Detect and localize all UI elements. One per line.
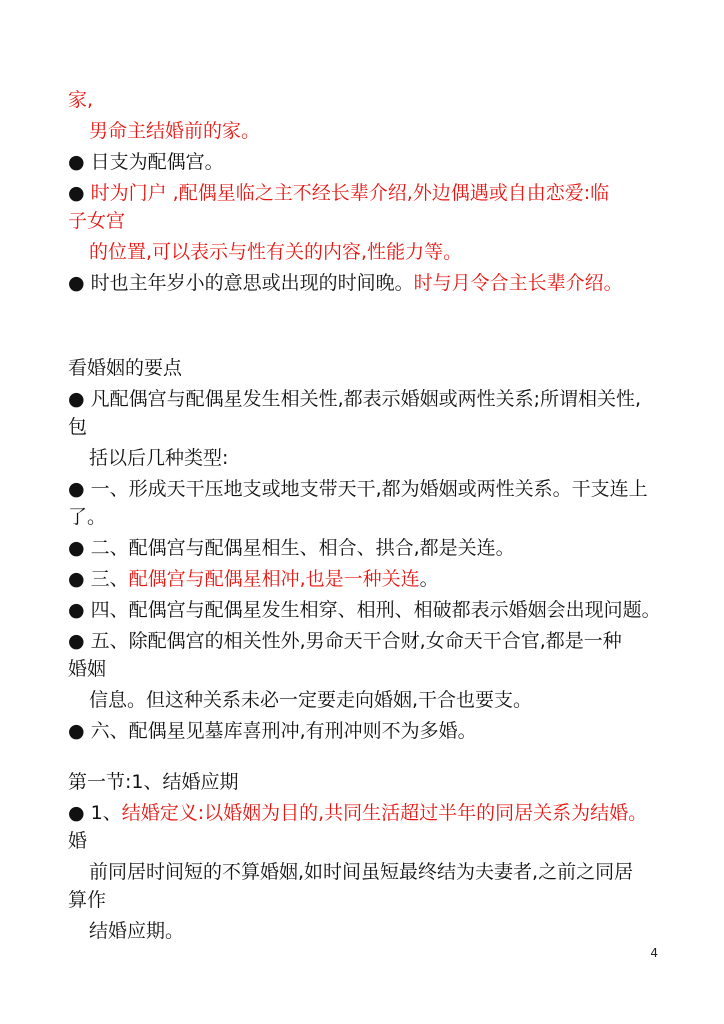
text-line: [68, 827, 684, 855]
highlighted-text: 时与月令合主长辈介绍。: [413, 272, 623, 294]
text-line: [68, 768, 684, 796]
text-line: [68, 503, 684, 531]
text-line: [68, 269, 684, 297]
highlighted-text: 子女宫: [68, 210, 126, 232]
text-line: [68, 627, 684, 655]
highlighted-text: 男命主结婚前的家。: [89, 120, 261, 142]
highlighted-text: 家,: [68, 89, 94, 111]
text-segment: 信息。但这种关系未必一定要走向婚姻,干合也要支。: [89, 689, 533, 711]
text-line: [89, 858, 684, 886]
text-line: [68, 148, 684, 176]
text-line: [68, 655, 684, 683]
text-segment: 婚姻: [68, 658, 107, 680]
text-segment: 。: [419, 568, 439, 590]
highlighted-text: 时为门户 ,配偶星临之主不经长辈介绍,外边偶遇或自由恋爱:临: [90, 182, 610, 204]
highlighted-text: 配偶宫与配偶星相冲,也是一种关连: [128, 568, 420, 590]
text-segment: 了。: [68, 506, 107, 528]
text-line: [68, 179, 684, 207]
text-segment: ● 六、配偶星见墓库喜刑冲,有刑冲则不为多婚。: [68, 720, 477, 742]
text-line: [89, 444, 684, 472]
text-line: [68, 354, 684, 382]
text-segment: ● 二、配偶宫与配偶星相生、相合、拱合,都是关连。: [68, 537, 515, 559]
text-segment: 括以后几种类型:: [89, 447, 229, 469]
text-line: [68, 886, 684, 914]
text-line: [89, 117, 684, 145]
text-segment: ● 三、: [68, 568, 129, 590]
text-segment: 结婚应期。: [89, 920, 185, 942]
text-line: [89, 917, 684, 945]
text-line: [68, 413, 684, 441]
text-segment: ● 五、除配偶宫的相关性外,男命天干合财,女命天干合官,都是一种: [68, 630, 622, 652]
text-segment: 看婚姻的要点: [68, 357, 183, 379]
text-segment: ● 一、形成天干压地支或地支带天干,都为婚姻或两性关系。干支连上: [68, 478, 648, 500]
text-line: [68, 799, 684, 827]
text-segment: 前同居时间短的不算婚姻,如时间虽短最终结为夫妻者,之前之同居: [89, 861, 634, 883]
text-segment: 婚: [68, 830, 88, 852]
text-line: [68, 534, 684, 562]
text-segment: ●: [68, 182, 91, 204]
text-line: [68, 596, 684, 624]
text-segment: ● 1、: [68, 802, 122, 824]
text-line: [89, 238, 684, 266]
text-line: [68, 86, 684, 114]
text-segment: ● 日支为配偶宫。: [68, 151, 224, 173]
text-segment: 包: [68, 416, 88, 438]
highlighted-text: 结婚定义:以婚姻为目的,共同生活超过半年的同居关系为结婚。: [121, 802, 648, 824]
text-segment: 第一节:1、结婚应期: [68, 771, 239, 793]
text-line: [68, 207, 684, 235]
text-line: [68, 385, 684, 413]
page-number: 4: [650, 946, 658, 960]
text-segment: ● 凡配偶宫与配偶星发生相关性,都表示婚姻或两性关系;所谓相关性,: [68, 388, 642, 410]
text-line: [68, 565, 684, 593]
text-line: [68, 475, 684, 503]
text-line: [89, 686, 684, 714]
text-line: [68, 717, 684, 745]
highlighted-text: 的位置,可以表示与性有关的内容,性能力等。: [89, 241, 463, 263]
text-segment: 算作: [68, 889, 107, 911]
text-segment: ● 四、配偶宫与配偶星发生相穿、相刑、相破都表示婚姻会出现问题。: [68, 599, 661, 621]
text-segment: ● 时也主年岁小的意思或出现的时间晚。: [68, 272, 414, 294]
